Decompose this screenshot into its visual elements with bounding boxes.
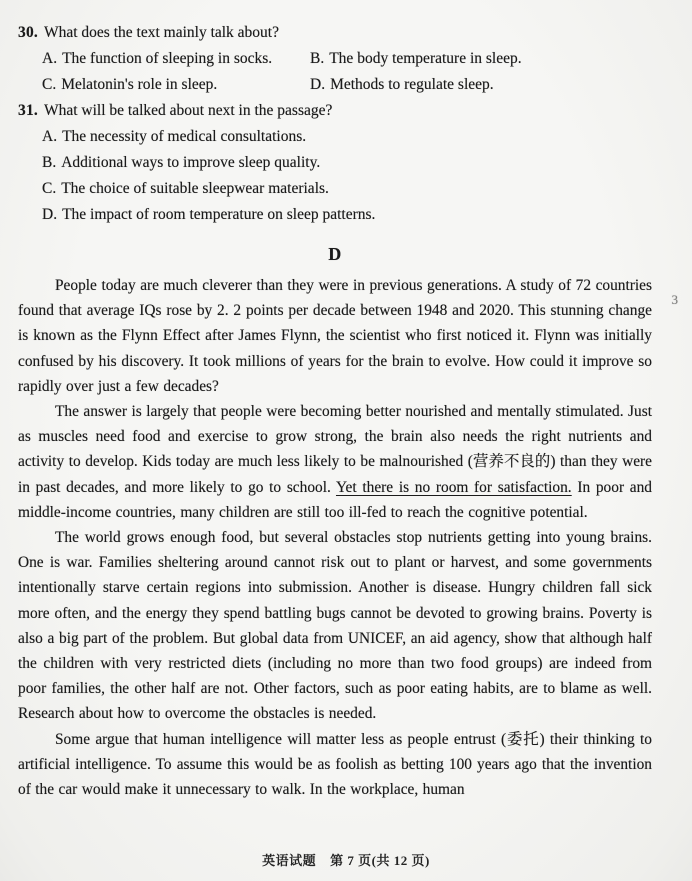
passage-paragraph-2 bbox=[18, 399, 652, 525]
option-d-text: Methods to regulate sleep. bbox=[330, 76, 494, 93]
option-b-label: B. bbox=[42, 154, 57, 171]
option-c-text: Melatonin's role in sleep. bbox=[61, 76, 218, 93]
question-30-option-a bbox=[42, 46, 310, 72]
option-a-text: The necessity of medical consultations. bbox=[62, 128, 307, 145]
option-d-label: D. bbox=[42, 206, 58, 223]
question-31-option-d bbox=[42, 202, 652, 228]
option-a-text: The function of sleeping in socks. bbox=[62, 50, 273, 67]
option-b-label: B. bbox=[310, 50, 325, 67]
question-31-option-a bbox=[42, 124, 652, 150]
option-c-label: C. bbox=[42, 76, 57, 93]
question-30-option-c bbox=[42, 72, 310, 98]
question-31-text: What will be talked about next in the passage? bbox=[43, 102, 333, 119]
question-30-option-d bbox=[310, 72, 652, 98]
option-b-text: The body temperature in sleep. bbox=[329, 50, 522, 67]
option-d-text: The impact of room temperature on sleep patterns. bbox=[62, 206, 376, 223]
question-30-options bbox=[18, 46, 652, 98]
page-content bbox=[18, 20, 652, 802]
passage-paragraph-1: People today are much cleverer than they were in previous generations. A study of 72 countries found that average IQs rose by 2. 2 points per decade between 1948 and 2020. This stunning change is known as the Flynn Effect after James Flynn, the scientist who first noticed it. Flynn was initially confused by his discovery. It took millions of years for the brain to evolve. How could it improve so rapidly over just a few decades? bbox=[18, 277, 652, 395]
page-footer bbox=[0, 850, 692, 869]
question-31 bbox=[18, 98, 652, 228]
question-30-stem bbox=[18, 20, 652, 46]
question-31-number: 31. bbox=[18, 102, 38, 119]
footer-page-info: 第 7 页(共 12 页) bbox=[330, 853, 430, 868]
question-30-text: What does the text mainly talk about? bbox=[43, 24, 279, 41]
passage-paragraph-3: The world grows enough food, but several obstacles stop nutrients getting into young brains. One is war. Families sheltering around cannot risk out to plant or harvest, and some governments intentionally starve certain regions into submission. Another is disease. Hungry children fall sick more often, and the energy they spend battling bugs cannot be devoted to growing brains. Poverty is also a big part of the problem. But global data from UNICEF, an aid agency, show that although half the children with very restricted diets (including no more than two food groups) are indeed from poor families, the other half are not. Other factors, such as poor eating habits, are to blame as well. Research about how to overcome the obstacles is needed. bbox=[18, 529, 652, 723]
option-c-text: The choice of suitable sleepwear materials. bbox=[61, 180, 329, 197]
passage-section-label: D bbox=[328, 244, 342, 264]
option-a-label: A. bbox=[42, 128, 58, 145]
paragraph-2-post: In poor and middle-income countries, many children are still too ill-fed to reach the cognitive potential. bbox=[18, 478, 652, 521]
question-30-number: 30. bbox=[18, 24, 38, 41]
option-d-label: D. bbox=[310, 76, 326, 93]
question-30-option-b bbox=[310, 46, 652, 72]
question-30 bbox=[18, 20, 652, 98]
option-b-text: Additional ways to improve sleep quality. bbox=[61, 154, 321, 171]
paragraph-2-underlined-sentence: Yet there is no room for satisfaction. bbox=[335, 478, 572, 496]
margin-bleedthrough-number: 3 bbox=[671, 292, 678, 307]
paragraph-2-pre: The answer is largely that people were becoming better nourished and mentally stimulated. Just as muscles need food and exercise to grow strong, the brain also needs the right nutrients and activity to develop. Kids today are much less likely to be malnourished (营养不良的) than they were in past decades, and more likely to go to school. bbox=[18, 403, 652, 496]
passage-paragraph-4: Some argue that human intelligence will matter less as people entrust (委托) their thinking to artificial intelligence. To assume this would be as foolish as betting 100 years ago that the invention of the car would make it unnecessary to walk. In the workplace, human bbox=[18, 730, 652, 799]
footer-doc-label: 英语试题 bbox=[262, 853, 317, 868]
question-31-option-c bbox=[42, 176, 652, 202]
question-31-stem bbox=[18, 98, 652, 124]
option-a-label: A. bbox=[42, 50, 58, 67]
option-c-label: C. bbox=[42, 180, 57, 197]
question-31-options bbox=[18, 124, 652, 228]
question-31-option-b bbox=[42, 150, 652, 176]
